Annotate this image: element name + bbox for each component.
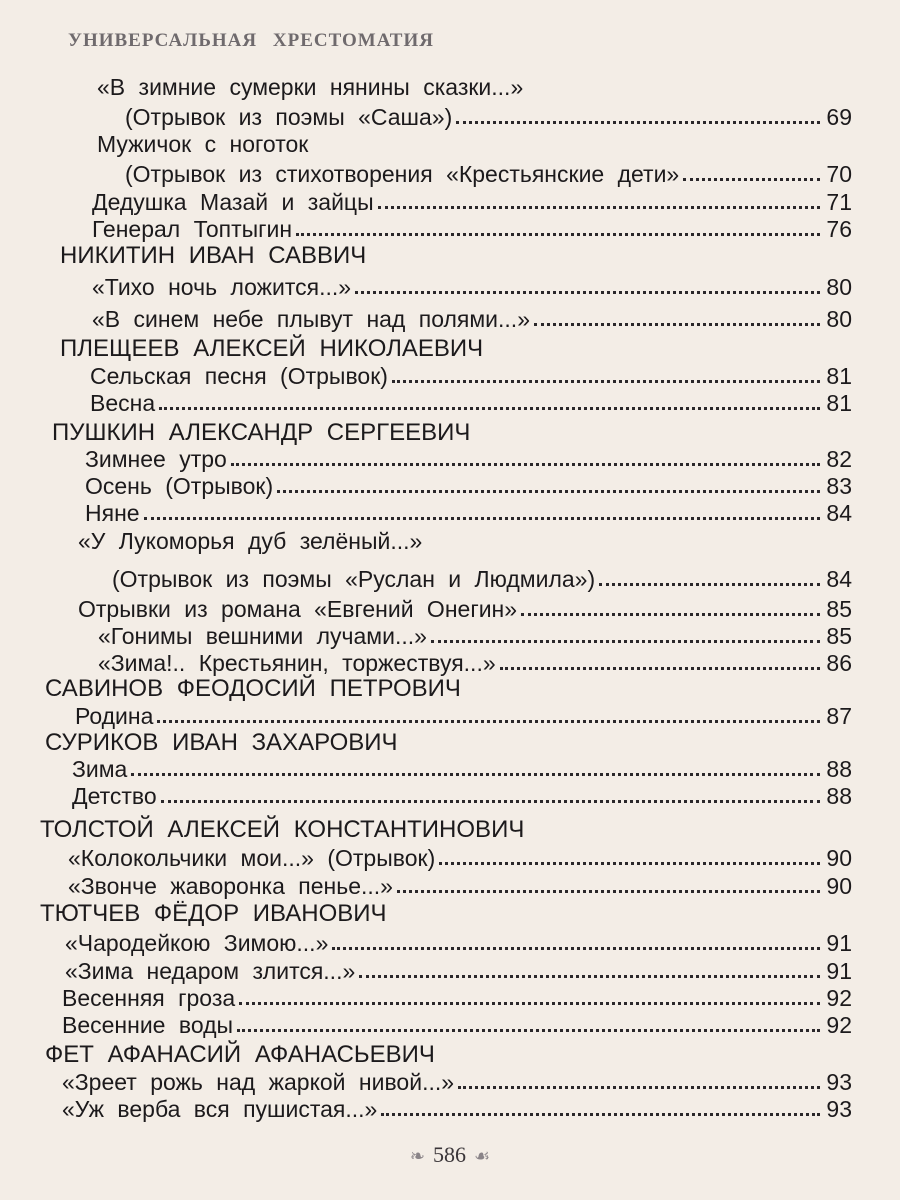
entry-title: «В зимние сумерки нянины сказки...» — [97, 74, 524, 100]
toc-entry — [92, 216, 852, 242]
dot-leader — [458, 1086, 820, 1089]
entry-page-number: 84 — [826, 566, 852, 592]
dot-leader — [237, 1029, 820, 1032]
dot-leader — [439, 862, 820, 865]
dot-leader — [157, 720, 820, 723]
author-heading — [45, 1042, 852, 1068]
toc-entry — [97, 131, 852, 157]
toc-entry — [62, 1096, 852, 1122]
entry-page-number: 90 — [826, 845, 852, 871]
entry-title: «Чародейкою Зимою...» — [65, 930, 329, 956]
author-heading — [40, 901, 852, 927]
entry-title: «У Лукоморья дуб зелёный...» — [78, 528, 423, 554]
entry-page-number: 87 — [826, 703, 852, 729]
running-header: УНИВЕРСАЛЬНАЯ ХРЕСТОМАТИЯ — [68, 30, 434, 51]
toc-entry — [112, 566, 852, 592]
author-name: ПЛЕЩЕЕВ АЛЕКСЕЙ НИКОЛАЕВИЧ — [60, 335, 484, 362]
entry-title: Няне — [85, 500, 140, 526]
entry-title: Зима — [72, 756, 128, 782]
toc-entry — [98, 650, 852, 676]
author-heading — [52, 420, 852, 446]
toc-entry — [92, 274, 852, 300]
toc-entry — [65, 958, 852, 984]
entry-title: Осень (Отрывок) — [85, 473, 274, 499]
author-name: СУРИКОВ ИВАН ЗАХАРОВИЧ — [45, 729, 398, 756]
toc-entry — [125, 161, 852, 187]
dot-leader — [161, 800, 821, 803]
dot-leader — [131, 773, 820, 776]
toc-entry — [68, 873, 852, 899]
dot-leader — [378, 206, 821, 209]
entry-page-number: 83 — [826, 473, 852, 499]
entry-page-number: 69 — [826, 104, 852, 130]
entry-page-number: 82 — [826, 446, 852, 472]
entry-title: Мужичок с ноготок — [97, 131, 309, 157]
page-number: 586 — [432, 1142, 466, 1167]
toc-entry — [125, 104, 852, 130]
entry-page-number: 93 — [826, 1069, 852, 1095]
entry-page-number: 90 — [826, 873, 852, 899]
entry-title: Генерал Топтыгин — [92, 216, 293, 242]
toc-entry — [85, 473, 852, 499]
toc-entry — [85, 500, 852, 526]
entry-title: Дедушка Мазай и зайцы — [92, 189, 374, 215]
toc-entry — [97, 74, 852, 100]
entry-page-number: 92 — [826, 1012, 852, 1038]
entry-title: «Звонче жаворонка пенье...» — [68, 873, 393, 899]
entry-page-number: 70 — [826, 161, 852, 187]
dot-leader — [500, 667, 821, 670]
entry-title: Отрывки из романа «Евгений Онегин» — [78, 596, 518, 622]
entry-page-number: 92 — [826, 985, 852, 1011]
toc-entry — [62, 985, 852, 1011]
dot-leader — [144, 517, 821, 520]
entry-page-number: 91 — [826, 930, 852, 956]
entry-page-number: 91 — [826, 958, 852, 984]
toc-entry — [65, 930, 852, 956]
dot-leader — [599, 583, 820, 586]
author-name: ТОЛСТОЙ АЛЕКСЕЙ КОНСТАНТИНОВИЧ — [40, 816, 525, 843]
dot-leader — [359, 975, 820, 978]
dot-leader — [534, 323, 820, 326]
author-name: НИКИТИН ИВАН САВВИЧ — [60, 242, 367, 269]
entry-page-number: 71 — [826, 189, 852, 215]
entry-title: (Отрывок из стихотворения «Крестьянские дети» — [125, 161, 680, 187]
entry-page-number: 85 — [826, 623, 852, 649]
entry-title: Зимнее утро — [85, 446, 227, 472]
dot-leader — [355, 291, 820, 294]
entry-title: Весна — [90, 390, 156, 416]
author-heading — [60, 336, 852, 362]
toc-entry — [62, 1069, 852, 1095]
dot-leader — [332, 947, 820, 950]
entry-page-number: 85 — [826, 596, 852, 622]
toc-entry — [62, 1012, 852, 1038]
toc-entry — [75, 703, 852, 729]
entry-title: «Зима недаром злится...» — [65, 958, 356, 984]
entry-page-number: 80 — [826, 306, 852, 332]
dot-leader — [392, 380, 820, 383]
toc-entry — [78, 596, 852, 622]
entry-title: «Зима!.. Крестьянин, торжествуя...» — [98, 650, 496, 676]
entry-page-number: 88 — [826, 783, 852, 809]
entry-title: Детство — [72, 783, 157, 809]
entry-page-number: 93 — [826, 1096, 852, 1122]
toc-entry — [92, 306, 852, 332]
toc-entry — [72, 756, 852, 782]
dot-leader — [431, 640, 821, 643]
author-name: ПУШКИН АЛЕКСАНДР СЕРГЕЕВИЧ — [52, 419, 471, 446]
toc-entry — [90, 363, 852, 389]
author-name: САВИНОВ ФЕОДОСИЙ ПЕТРОВИЧ — [45, 675, 461, 702]
author-heading — [45, 730, 852, 756]
toc-entry — [85, 446, 852, 472]
toc-entry — [92, 189, 852, 215]
entry-title: Родина — [75, 703, 154, 729]
entry-title: (Отрывок из поэмы «Саша») — [125, 104, 453, 130]
dot-leader — [159, 407, 820, 410]
toc-entry — [90, 390, 852, 416]
author-heading — [40, 817, 852, 843]
entry-page-number: 76 — [826, 216, 852, 242]
ornament-right-icon: ☙ — [473, 1146, 491, 1166]
entry-page-number: 81 — [826, 390, 852, 416]
entry-title: «Гонимы вешними лучами...» — [98, 623, 427, 649]
author-name: ФЕТ АФАНАСИЙ АФАНАСЬЕВИЧ — [45, 1041, 435, 1068]
entry-title: «Уж верба вся пушистая...» — [62, 1096, 378, 1122]
entry-title: «В синем небе плывут над полями...» — [92, 306, 530, 332]
dot-leader — [683, 178, 820, 181]
entry-page-number: 81 — [826, 363, 852, 389]
dot-leader — [456, 121, 820, 124]
entry-title: Сельская песня (Отрывок) — [90, 363, 388, 389]
toc-entry — [72, 783, 852, 809]
dot-leader — [381, 1113, 820, 1116]
entry-title: «Зреет рожь над жаркой нивой...» — [62, 1069, 455, 1095]
ornament-left-icon: ❧ — [409, 1146, 425, 1166]
dot-leader — [521, 613, 820, 616]
author-heading — [60, 243, 852, 269]
entry-title: Весенняя гроза — [62, 985, 236, 1011]
entry-page-number: 88 — [826, 756, 852, 782]
page-footer — [0, 1142, 900, 1168]
toc-entry — [78, 528, 852, 554]
author-heading — [45, 676, 852, 702]
entry-page-number: 84 — [826, 500, 852, 526]
entry-title: «Колокольчики мои...» (Отрывок) — [68, 845, 436, 871]
entry-page-number: 80 — [826, 274, 852, 300]
dot-leader — [397, 890, 820, 893]
toc-entry — [98, 623, 852, 649]
entry-title: «Тихо ночь ложится...» — [92, 274, 352, 300]
dot-leader — [296, 233, 820, 236]
dot-leader — [277, 490, 820, 493]
dot-leader — [239, 1002, 820, 1005]
entry-title: (Отрывок из поэмы «Руслан и Людмила») — [112, 566, 596, 592]
toc-entry — [68, 845, 852, 871]
entry-page-number: 86 — [826, 650, 852, 676]
dot-leader — [231, 463, 821, 466]
author-name: ТЮТЧЕВ ФЁДОР ИВАНОВИЧ — [40, 900, 387, 927]
entry-title: Весенние воды — [62, 1012, 234, 1038]
